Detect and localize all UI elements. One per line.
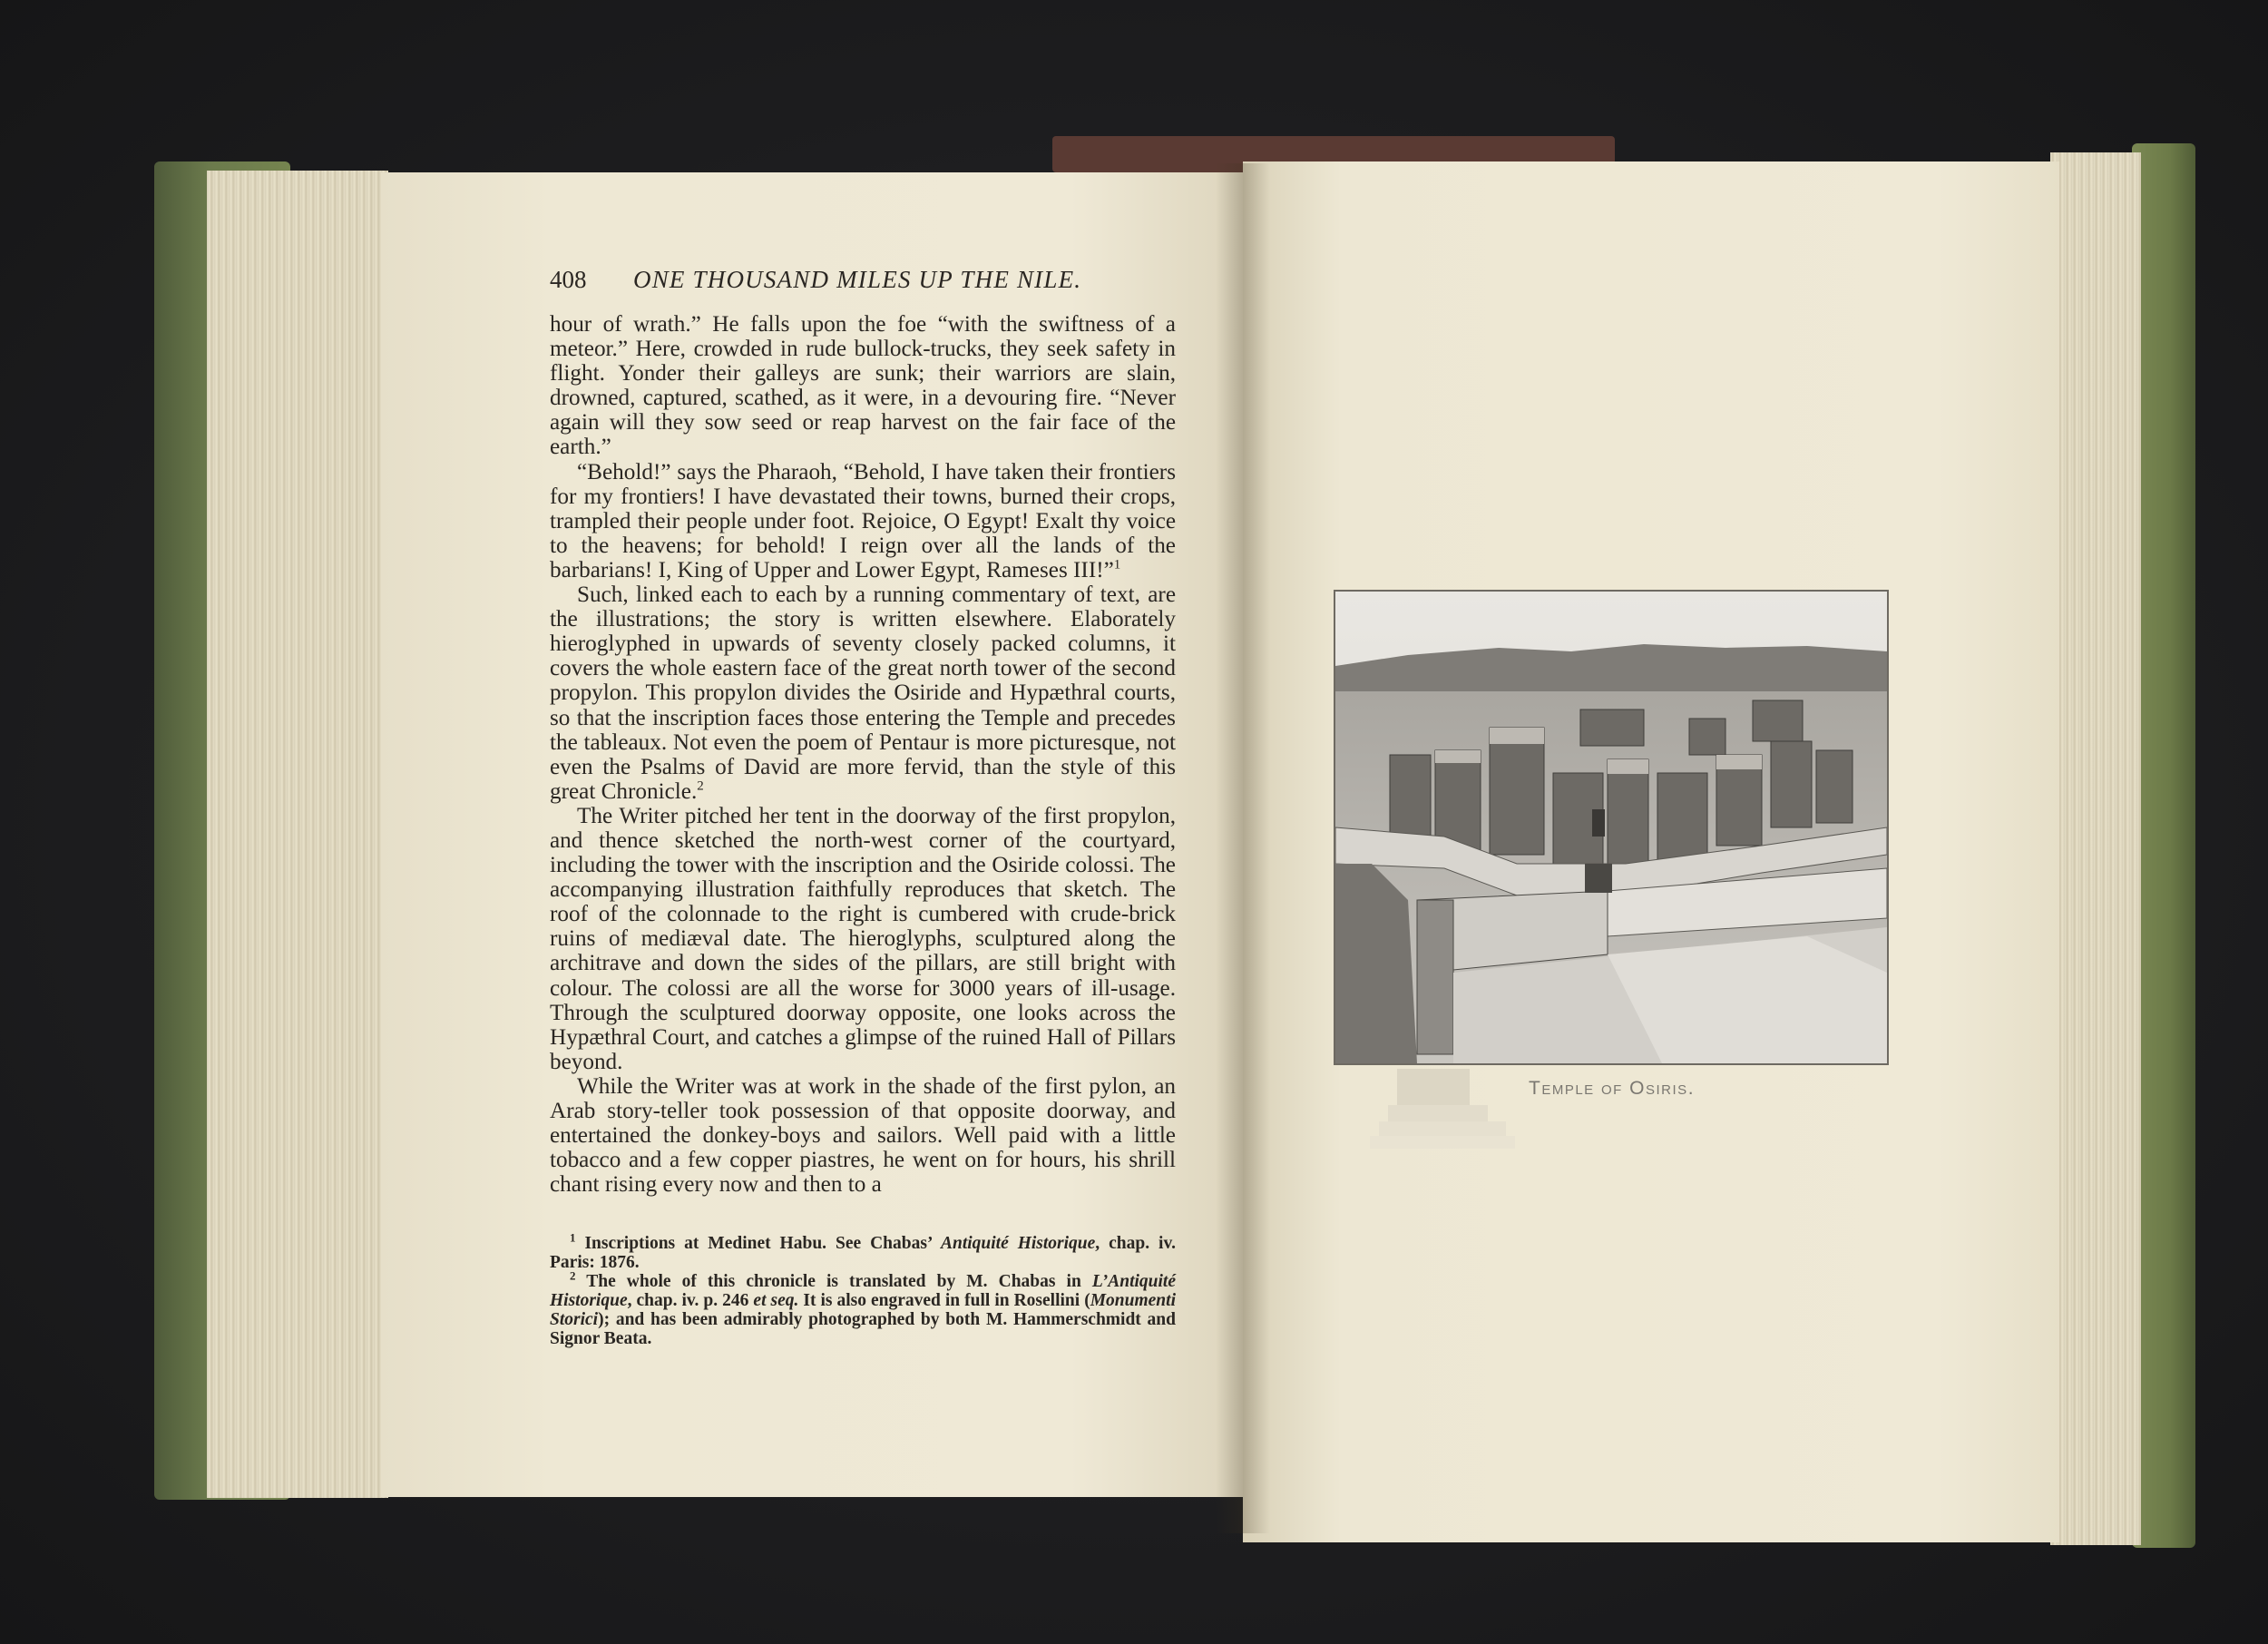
footnote-ref-2: 2 bbox=[697, 778, 704, 794]
page-edges-left bbox=[207, 171, 388, 1498]
paragraph-5: While the Writer was at work in the shade of the first pylon, an Arab story-teller took possession of that opposite doorway, and entertained the donkey-boys and sailors. Well paid with a little tobacco and a few copper piastres, he went on for hours, his shrill chant rising every now and then to a bbox=[550, 1073, 1176, 1198]
plate-vignette bbox=[1361, 1060, 1524, 1169]
page-edges-right bbox=[2050, 152, 2141, 1545]
running-title: ONE THOUSAND MILES UP THE NILE. bbox=[633, 266, 1082, 293]
footnotes bbox=[550, 1230, 1177, 1348]
book-gutter bbox=[1216, 163, 1270, 1533]
paragraph-1: hour of wrath.” He falls upon the foe “with the swiftness of a meteor.” Here, crowded in rude bullock-trucks, they seek safety in flight. Yonder their galleys are sunk; their warriors are slain, drowned, captured, scathed, as it were, in a devouring fire. “Never again will they sow seed or reap harvest on the fair face of the earth.” bbox=[550, 312, 1176, 460]
page-number: 408 bbox=[550, 266, 587, 293]
book-cover-right bbox=[2132, 143, 2195, 1548]
paragraph-2: “Behold!” says the Pharaoh, “Behold, I have taken their frontiers for my frontiers! I have devastated their towns, burned their crops, trampled their people under foot. Rejoice, O Egypt! Exalt thy voice to the heavens; for behold! I reign over all the lands of the barbarians! I, King of Upper and Lower Egypt, Rameses III!”$^1$ bbox=[550, 459, 1176, 582]
paragraph-4: The Writer pitched her tent in the doorway of the first propylon, and thence sketched the north-west corner of the courtyard, including the tower with the inscription and the Osiride colossi. The accompanying illustration faithfully reproduces that sketch. The roof of the colonnade to the right is cumbered with crude-brick ruins of mediæval date. The hieroglyphs, sculptured along the architrave and down the sides of the pillars, are still bright with colour. The colossi are all the worse for 3000 years of ill-usage. Through the sculptured doorway opposite, one looks across the Hypæthral Court, and catches a glimpse of the ruined Hall of Pillars beyond. bbox=[550, 803, 1176, 1074]
body-text bbox=[550, 312, 1176, 1197]
footnote-ref-1: 1 bbox=[1113, 557, 1121, 572]
running-head bbox=[550, 266, 1185, 302]
footnote-2: $^2$ The whole of this chronicle is translated by M. Chabas in L’Antiquité Historique, chap. iv. p. 246 et seq. It is also engraved in full in Rosellini (Monumenti Storici); and has been admirably photographed by both M. Hammerschmidt and Signor Beata. bbox=[550, 1268, 1176, 1348]
footnote-1: $^1$ Inscriptions at Medinet Habu. See Chabas’ Antiquité Historique, chap. iv. Paris: 1876. bbox=[550, 1230, 1177, 1272]
paragraph-3: Such, linked each to each by a running commentary of text, are the illustrations; the story is written elsewhere. Elaborately hieroglyphed in upwards of seventy closely packed columns, it covers the whole eastern face of the great north tower of the second propylon. This propylon divides the Osiride and Hypæthral courts, so that the inscription faces those entering the Temple and precedes the tableaux. Not even the poem of Pentaur is more picturesque, not even the Psalms of David are more fervid, than the style of this great Chronicle.$^2$ bbox=[550, 582, 1176, 804]
figure-caption: Temple of Osiris. bbox=[1529, 1078, 1696, 1099]
temple-photograph bbox=[1334, 590, 1889, 1065]
